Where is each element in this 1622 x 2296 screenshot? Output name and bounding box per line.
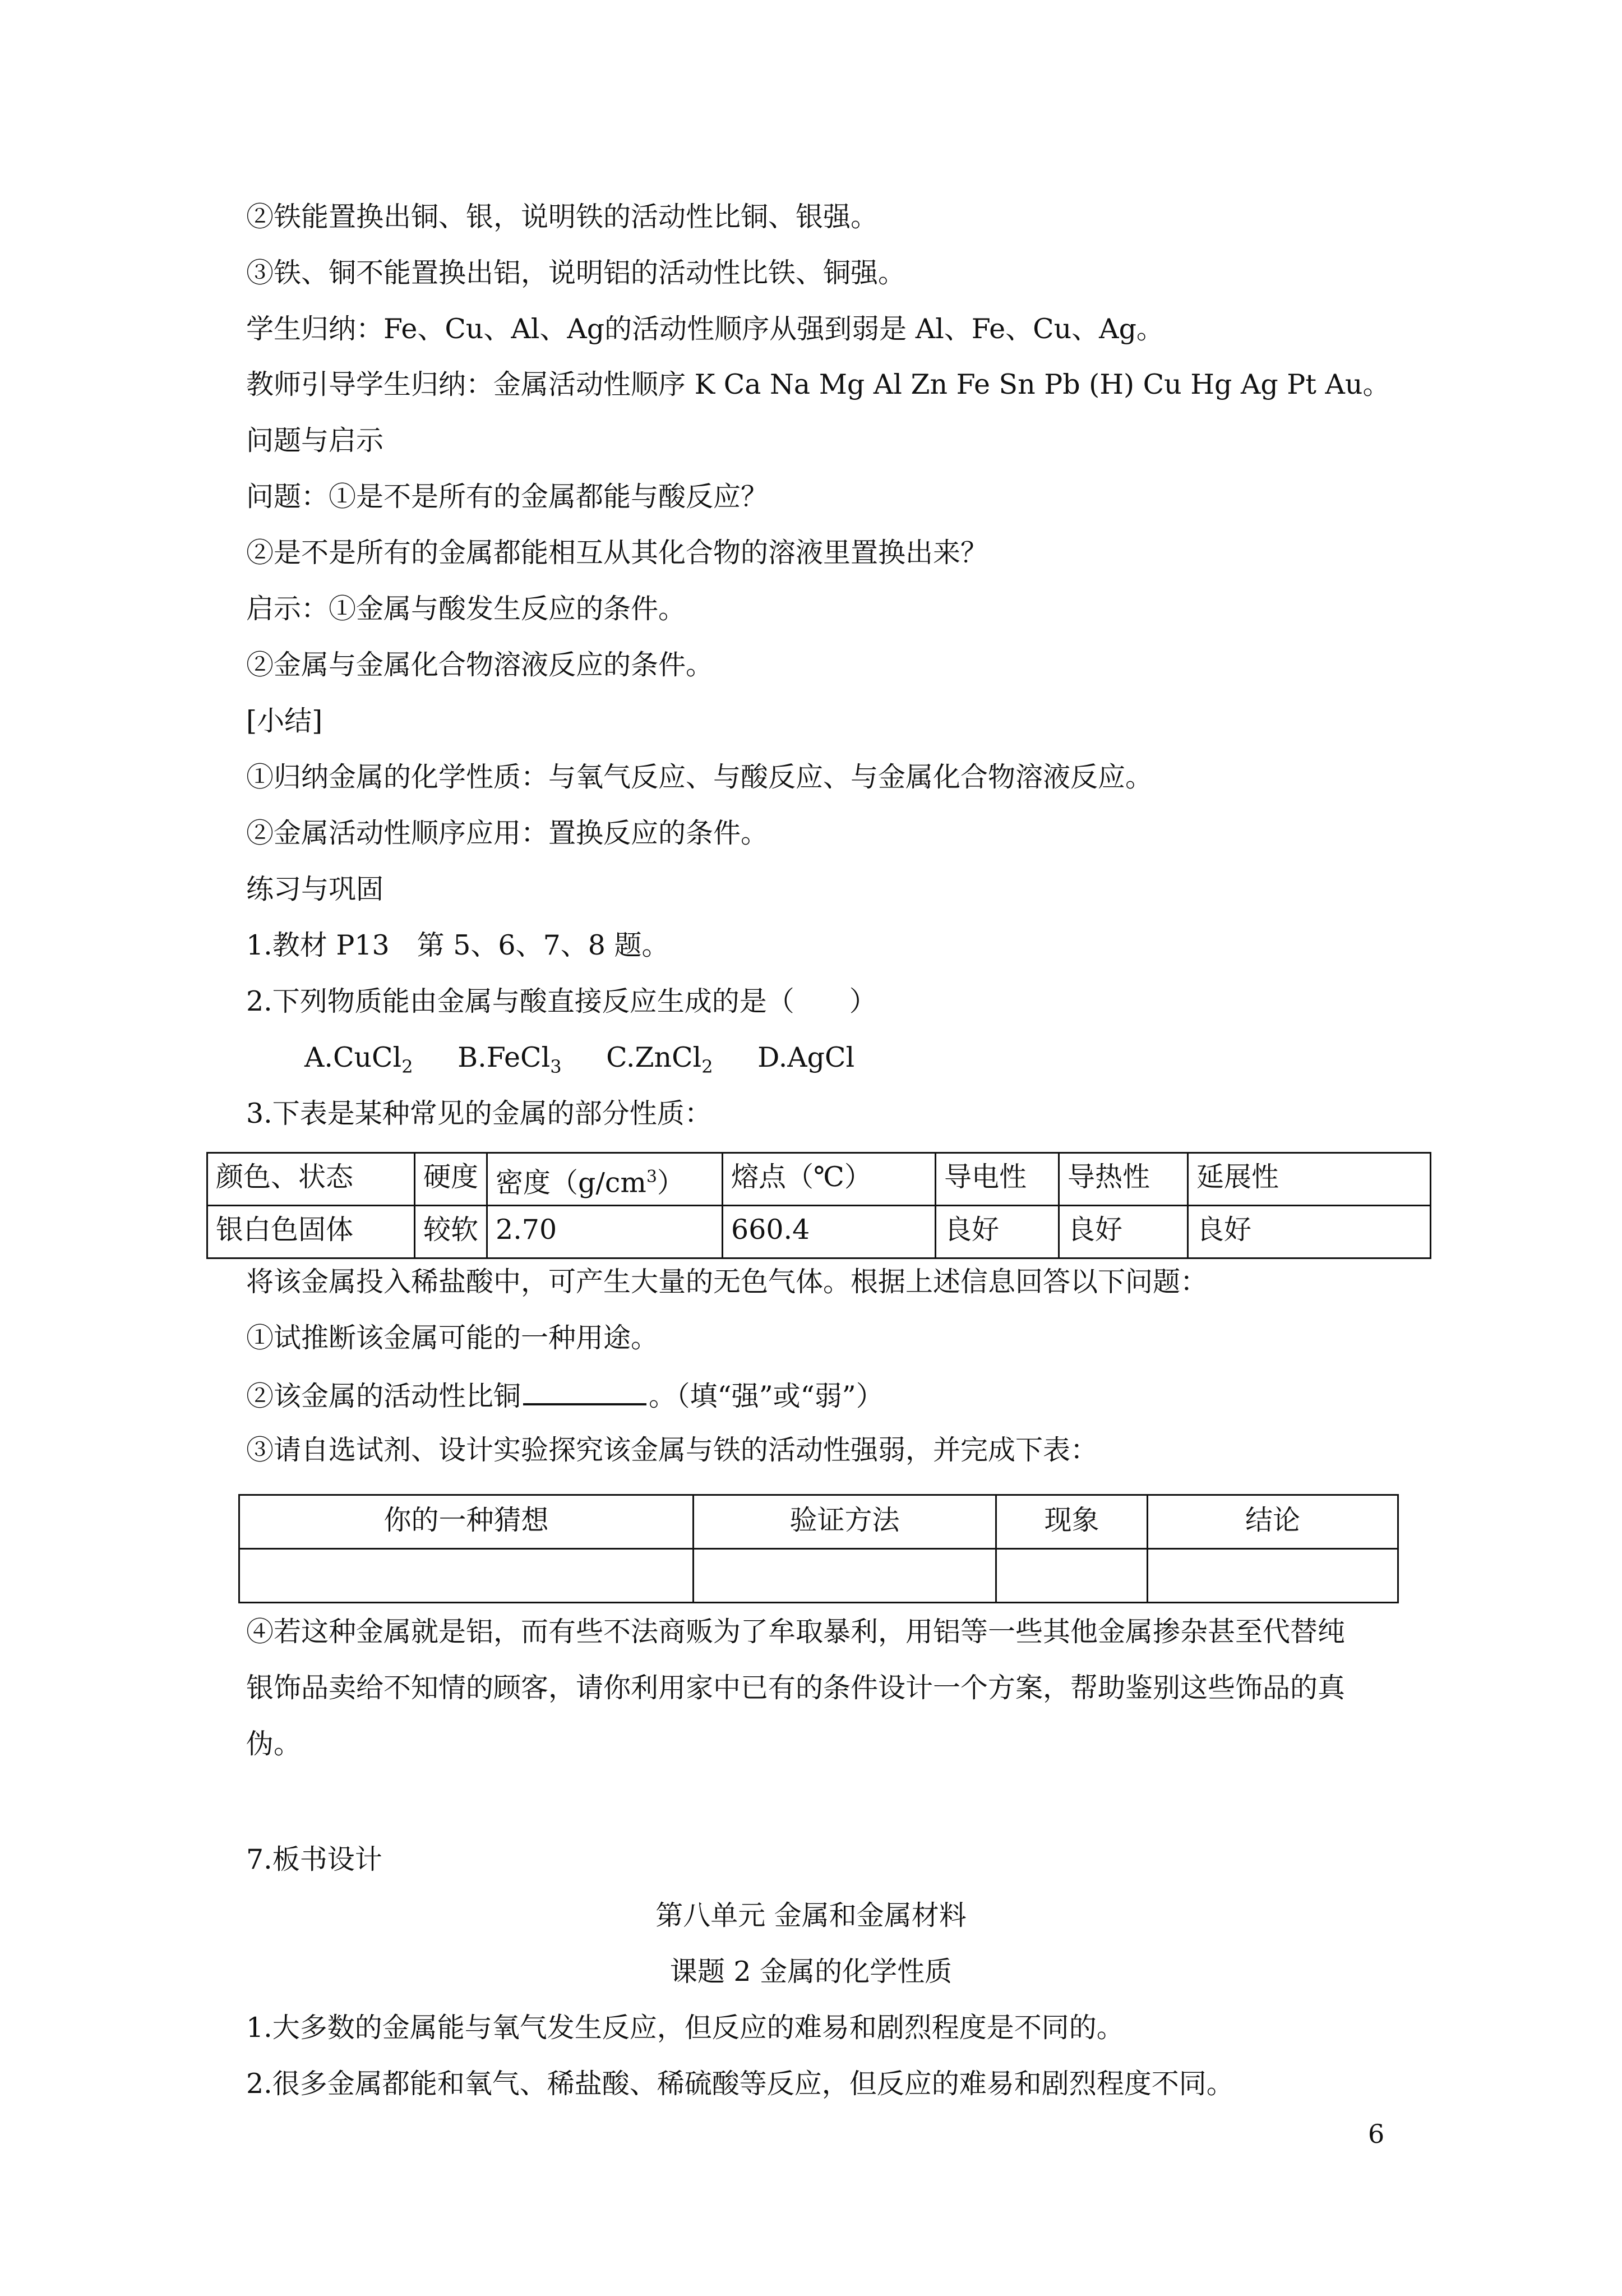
text-line: ③铁、铜不能置换出铝，说明铝的活动性比铁、铜强。 bbox=[246, 257, 906, 289]
metal-properties-table bbox=[206, 1152, 1431, 1259]
option-d: D.AgCl bbox=[757, 1041, 855, 1073]
table-row bbox=[207, 1206, 1431, 1258]
exercise-item: 3.下表是某种常见的金属的部分性质： bbox=[246, 1098, 712, 1129]
section-heading: 练习与巩固 bbox=[246, 873, 384, 905]
table-cell: 660.4 bbox=[723, 1206, 936, 1258]
table-header-row bbox=[207, 1153, 1431, 1206]
table-cell: 颜色、状态 bbox=[207, 1153, 415, 1206]
table-row bbox=[239, 1549, 1398, 1603]
table-cell: 硬度 bbox=[415, 1153, 487, 1206]
table-cell: 导热性 bbox=[1059, 1153, 1188, 1206]
table-cell: 验证方法 bbox=[694, 1495, 996, 1549]
table-cell: 2.70 bbox=[487, 1206, 723, 1258]
list-item: 1.大多数的金属能与氧气发生反应，但反应的难易和剧烈程度是不同的。 bbox=[246, 2012, 1124, 2044]
table-cell: 银白色固体 bbox=[207, 1206, 415, 1258]
table-cell: 熔点（℃） bbox=[723, 1153, 936, 1206]
text-line: 将该金属投入稀盐酸中，可产生大量的无色气体。根据上述信息回答以下问题： bbox=[246, 1266, 1208, 1298]
table-cell: 延展性 bbox=[1188, 1153, 1431, 1206]
text-line: 问题：①是不是所有的金属都能与酸反应？ bbox=[246, 481, 769, 513]
table-cell: 良好 bbox=[1059, 1206, 1188, 1258]
page-number: 6 bbox=[1368, 2119, 1385, 2149]
text-line: ②金属活动性顺序应用：置换反应的条件。 bbox=[246, 817, 769, 849]
table-cell: 密度$(g/cm^3)$ bbox=[487, 1153, 723, 1206]
text-line: ①归纳金属的化学性质：与氧气反应、与酸反应、与金属化合物溶液反应。 bbox=[246, 761, 1153, 793]
option-b: B.FeCl$_3$ bbox=[458, 1041, 562, 1077]
board-subtitle: 课题 2 金属的化学性质 bbox=[669, 1956, 953, 1988]
text-line: ①试推断该金属可能的一种用途。 bbox=[246, 1322, 659, 1354]
table-header-row bbox=[239, 1495, 1398, 1549]
list-item: 2.很多金属都能和氧气、稀盐酸、稀硫酸等反应，但反应的难易和剧烈程度不同。 bbox=[246, 2068, 1234, 2100]
text-line: ②该金属的活动性比铜 。（填“强”或“弱”） bbox=[246, 1377, 884, 1413]
text-line: ②是不是所有的金属都能相互从其化合物的溶液里置换出来？ bbox=[246, 537, 988, 569]
text-line: 启示：①金属与酸发生反应的条件。 bbox=[246, 593, 686, 625]
text-line: ④若这种金属就是铝，而有些不法商贩为了牟取暴利，用铝等一些其他金属掺杂甚至代替纯 bbox=[246, 1616, 1346, 1648]
answer-options bbox=[304, 1041, 890, 1084]
text-line: ②铁能置换出铜、银，说明铁的活动性比铜、银强。 bbox=[246, 201, 879, 233]
text-line: ②金属与金属化合物溶液反应的条件。 bbox=[246, 649, 714, 681]
table-cell: 现象 bbox=[996, 1495, 1148, 1549]
table-cell: 良好 bbox=[1188, 1206, 1431, 1258]
section-heading: [小结] bbox=[246, 705, 323, 737]
table-cell: 你的一种猜想 bbox=[239, 1495, 694, 1549]
text-line: 银饰品卖给不知情的顾客，请你利用家中已有的条件设计一个方案，帮助鉴别这些饰品的真 bbox=[246, 1672, 1346, 1704]
text-line: 伪。 bbox=[246, 1728, 302, 1760]
experiment-table bbox=[238, 1494, 1399, 1603]
table-cell bbox=[996, 1549, 1148, 1603]
table-cell bbox=[1148, 1549, 1398, 1603]
section-heading: 问题与启示 bbox=[246, 425, 384, 457]
board-title: 第八单元 金属和金属材料 bbox=[655, 1899, 967, 1931]
table-cell bbox=[239, 1549, 694, 1603]
exercise-item: 1.教材 P13 第 5、6、7、8 题。 bbox=[246, 929, 669, 961]
table-cell: 结论 bbox=[1148, 1495, 1398, 1549]
section-heading: 7.板书设计 bbox=[246, 1843, 382, 1875]
table-cell: 较软 bbox=[415, 1206, 487, 1258]
option-a: A.CuCl$_2$ bbox=[304, 1041, 413, 1077]
option-c: C.ZnCl$_2$ bbox=[606, 1041, 713, 1077]
fill-in-blank bbox=[523, 1377, 646, 1405]
text-line: 教师引导学生归纳：金属活动性顺序 K Ca Na Mg Al Zn Fe Sn Pb (H) Cu Hg Ag Pt Au。 bbox=[246, 368, 1390, 400]
table-cell: 导电性 bbox=[936, 1153, 1059, 1206]
text-line: 学生归纳：Fe、Cu、Al、Ag的活动性顺序从强到弱是 Al、Fe、Cu、Ag。 bbox=[246, 313, 1164, 345]
text-line: ③请自选试剂、设计实验探究该金属与铁的活动性强弱，并完成下表： bbox=[246, 1434, 1098, 1466]
exercise-item: 2.下列物质能由金属与酸直接反应生成的是（ ） bbox=[246, 985, 877, 1017]
table-cell bbox=[694, 1549, 996, 1603]
table-cell: 良好 bbox=[936, 1206, 1059, 1258]
